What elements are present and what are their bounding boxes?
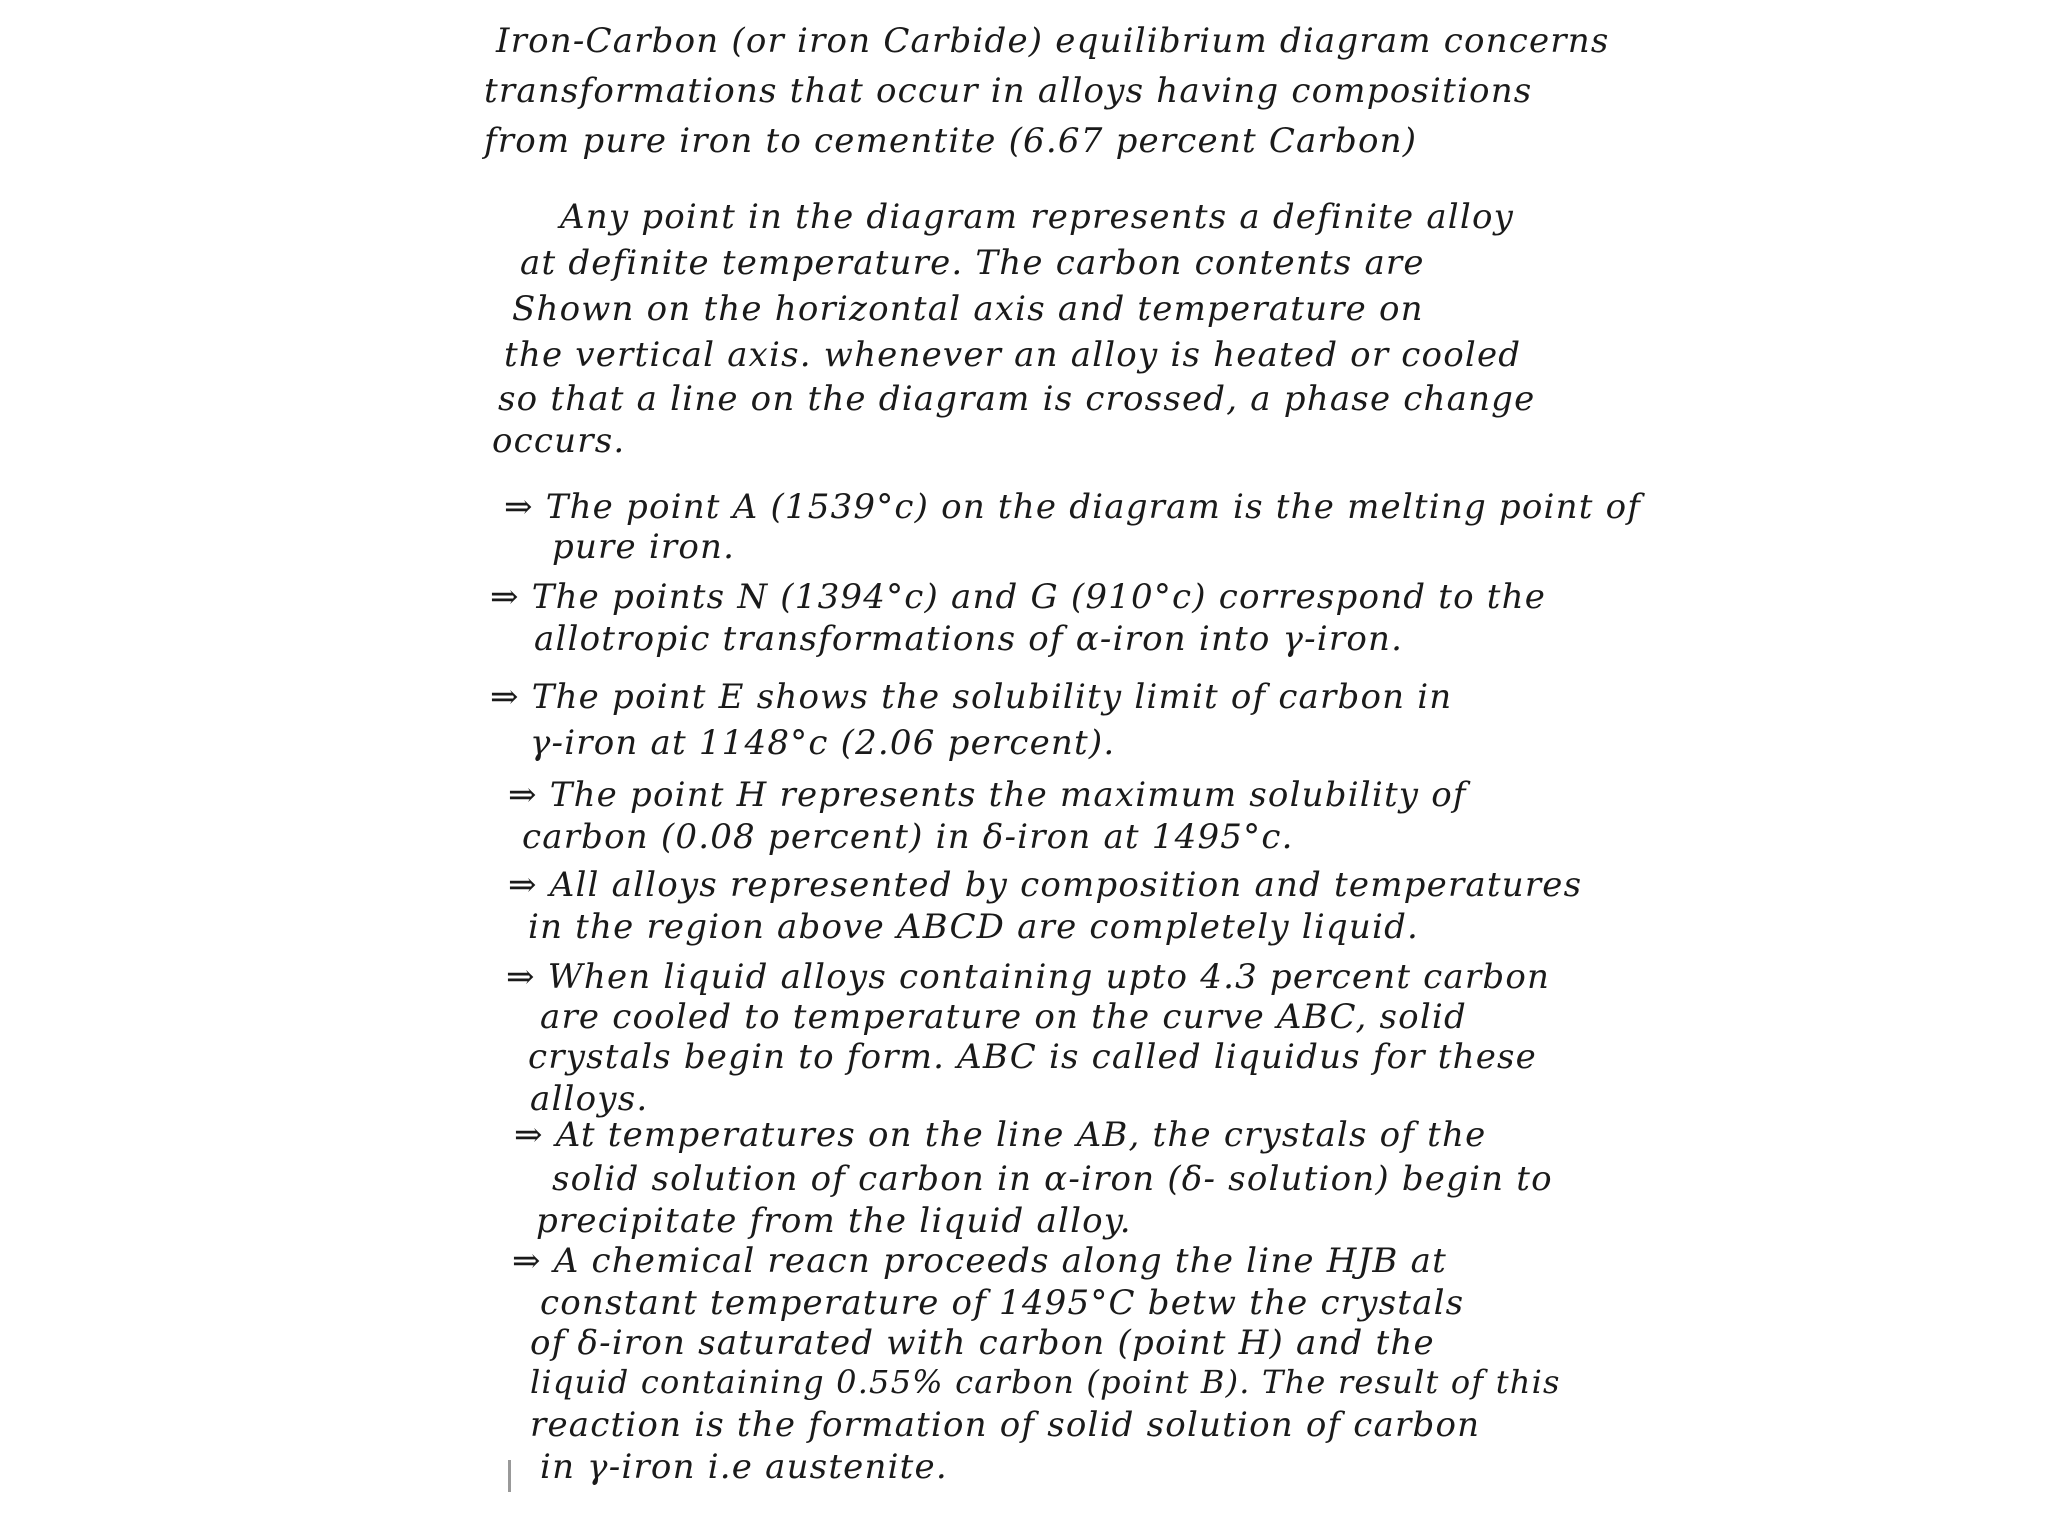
text-line-8: so that a line on the diagram is crossed, a phase change	[498, 379, 1536, 419]
text-line-27: ⇒ A chemical reacn proceeds along the line HJB at	[512, 1241, 1447, 1281]
text-line-32: in γ-iron i.e austenite.	[540, 1447, 948, 1487]
text-line-2: transformations that occur in alloys having compositions	[484, 71, 1533, 111]
text-line-1: Iron-Carbon (or iron Carbide) equilibrium diagram concerns	[496, 21, 1610, 61]
text-line-6: Shown on the horizontal axis and temperature on	[512, 289, 1424, 329]
text-line-15: γ-iron at 1148°c (2.06 percent).	[530, 723, 1116, 763]
text-line-5: at definite temperature. The carbon contents are	[520, 243, 1425, 283]
text-line-12: ⇒ The points N (1394°c) and G (910°c) correspond to the	[490, 577, 1547, 617]
text-line-10: ⇒ The point A (1539°c) on the diagram is the melting point of	[504, 487, 1642, 527]
text-line-29: of δ-iron saturated with carbon (point H) and the	[530, 1323, 1435, 1363]
text-line-7: the vertical axis. whenever an alloy is heated or cooled	[504, 335, 1522, 375]
text-line-21: are cooled to temperature on the curve ABC, solid	[540, 997, 1467, 1037]
text-line-23: alloys.	[530, 1079, 649, 1119]
text-line-30: liquid containing 0.55% carbon (point B). The result of this	[530, 1363, 1561, 1401]
text-line-16: ⇒ The point H represents the maximum solubility of	[508, 775, 1467, 815]
text-line-24: ⇒ At temperatures on the line AB, the crystals of the	[514, 1115, 1487, 1155]
text-line-19: in the region above ABCD are completely liquid.	[528, 907, 1420, 947]
text-line-13: allotropic transformations of α-iron into γ-iron.	[534, 619, 1404, 659]
text-line-4: Any point in the diagram represents a definite alloy	[560, 197, 1515, 237]
text-line-3: from pure iron to cementite (6.67 percent Carbon)	[484, 121, 1418, 161]
text-line-14: ⇒ The point E shows the solubility limit of carbon in	[490, 677, 1453, 717]
text-line-31: reaction is the formation of solid solution of carbon	[530, 1405, 1481, 1445]
text-line-18: ⇒ All alloys represented by composition and temperatures	[508, 865, 1583, 905]
text-line-26: precipitate from the liquid alloy.	[536, 1201, 1132, 1241]
text-line-20: ⇒ When liquid alloys containing upto 4.3 percent carbon	[506, 957, 1551, 997]
margin-mark	[508, 1460, 511, 1492]
text-line-25: solid solution of carbon in α-iron (δ- solution) begin to	[552, 1159, 1553, 1199]
text-line-17: carbon (0.08 percent) in δ-iron at 1495°c.	[522, 817, 1294, 857]
text-line-11: pure iron.	[552, 527, 736, 567]
text-line-9: occurs.	[492, 421, 626, 461]
text-line-28: constant temperature of 1495°C betw the crystals	[540, 1283, 1465, 1323]
text-line-22: crystals begin to form. ABC is called liquidus for these	[528, 1037, 1537, 1077]
